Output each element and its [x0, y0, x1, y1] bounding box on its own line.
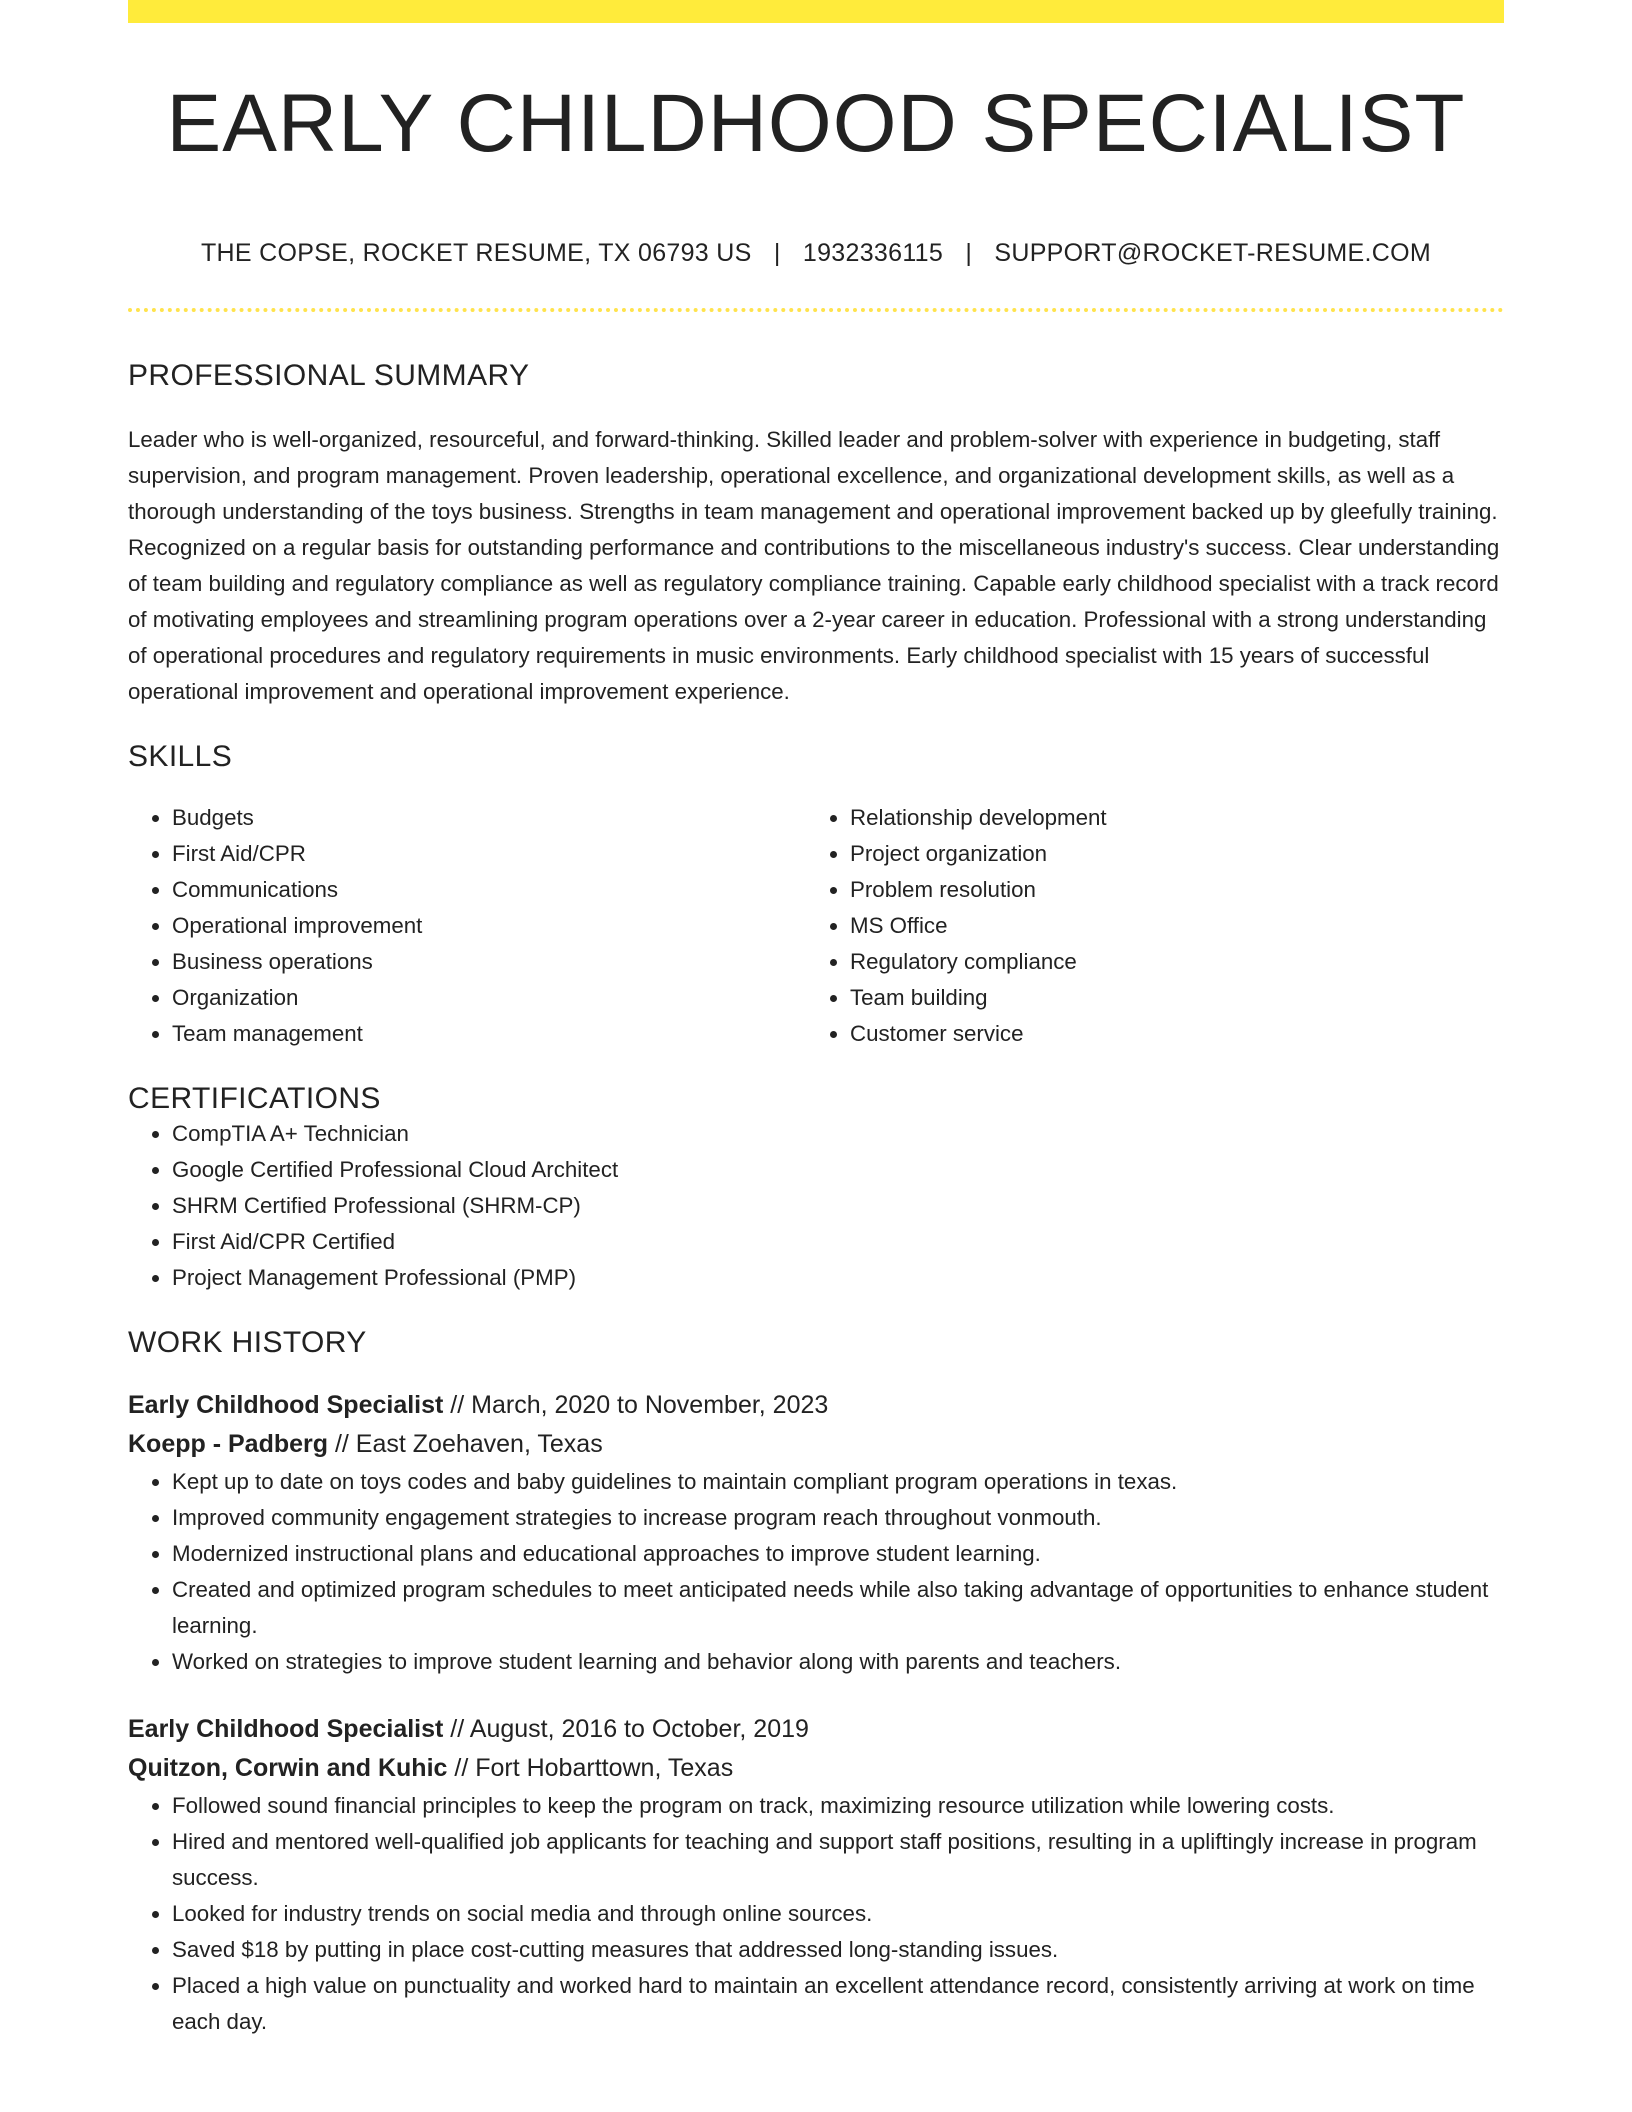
job-company: Quitzon, Corwin and Kuhic [128, 1754, 448, 1782]
work-history-heading: WORK HISTORY [128, 1326, 367, 1359]
skill-item: • Regulatory compliance [850, 944, 1484, 980]
job-bullet: • Placed a high value on punctuality and worked hard to maintain an excellent attendance record, consistently arriving at work on time each day. [172, 1968, 1504, 2040]
job-bullet: • Modernized instructional plans and educational approaches to improve student learning. [172, 1536, 1504, 1572]
contact-line [128, 239, 1504, 268]
skill-item: • Organization [172, 980, 806, 1016]
skills-list-left [128, 800, 806, 1052]
contact-email: SUPPORT@ROCKET-RESUME.COM [994, 239, 1432, 267]
job-company-line [128, 1749, 1504, 1788]
certification-item: • First Aid/CPR Certified [172, 1224, 1504, 1260]
top-accent-bar [128, 0, 1504, 23]
job-dates: // March, 2020 to November, 2023 [443, 1391, 829, 1419]
skill-item: • First Aid/CPR [172, 836, 806, 872]
skill-item: • Business operations [172, 944, 806, 980]
certification-item: • CompTIA A+ Technician [172, 1116, 1504, 1152]
job-bullets [128, 1788, 1504, 2040]
skill-item: • MS Office [850, 908, 1484, 944]
skill-item: • Budgets [172, 800, 806, 836]
skill-item: • Relationship development [850, 800, 1484, 836]
job-company: Koepp - Padberg [128, 1430, 329, 1458]
skill-item: • Communications [172, 872, 806, 908]
job-bullet: • Hired and mentored well-qualified job applicants for teaching and support staff positions, resulting in a upliftingly increase in program success. [172, 1824, 1504, 1896]
job-bullet: • Improved community engagement strategies to increase program reach throughout vonmouth. [172, 1500, 1504, 1536]
contact-separator: | [965, 239, 973, 267]
skill-item: • Team building [850, 980, 1484, 1016]
job-bullet: • Followed sound financial principles to keep the program on track, maximizing resource utilization while lowering costs. [172, 1788, 1504, 1824]
skills-list-right [806, 800, 1484, 1052]
summary-heading: PROFESSIONAL SUMMARY [128, 359, 530, 392]
skills-column-right [806, 800, 1484, 1052]
job-entry [128, 1710, 1504, 2040]
certification-item: • Google Certified Professional Cloud Architect [172, 1152, 1504, 1188]
job-bullets [128, 1464, 1504, 1680]
job-role: Early Childhood Specialist [128, 1715, 444, 1743]
certifications-heading: CERTIFICATIONS [128, 1082, 381, 1115]
summary-text: Leader who is well-organized, resourceful, and forward-thinking. Skilled leader and problem-solver with experience in budgeting, staff supervision, and program management. Proven leadership, operational excellence, and organizational development skills, as well as a thorough understanding of the toys business. Strengths in team management and operational improvement backed up by gleefully training. Recognized on a regular basis for outstanding performance and contributions to the miscellaneous industry's success. Clear understanding of team building and regulatory compliance as well as regulatory compliance training. Capable early childhood specialist with a track record of motivating employees and streamlining program operations over a 2-year career in education. Professional with a strong understanding of operational procedures and regulatory requirements in music environments. Early childhood specialist with 15 years of successful operational improvement and operational improvement experience. [128, 427, 1500, 704]
job-dates: // August, 2016 to October, 2019 [443, 1715, 809, 1743]
skills-columns [128, 800, 1504, 1052]
skill-item: • Team management [172, 1016, 806, 1052]
certification-item: • SHRM Certified Professional (SHRM-CP) [172, 1188, 1504, 1224]
skill-item: • Customer service [850, 1016, 1484, 1052]
job-bullet: • Saved $18 by putting in place cost-cutting measures that addressed long-standing issues. [172, 1932, 1504, 1968]
skill-item: • Problem resolution [850, 872, 1484, 908]
job-bullet: • Worked on strategies to improve student learning and behavior along with parents and teachers. [172, 1644, 1504, 1680]
job-bullet: • Created and optimized program schedules to meet anticipated needs while also taking advantage of opportunities to enhance student learning. [172, 1572, 1504, 1644]
resume-title: EARLY CHILDHOOD SPECIALIST [166, 78, 1466, 169]
contact-phone: 1932336115 [802, 239, 944, 267]
job-bullet: • Kept up to date on toys codes and baby guidelines to maintain compliant program operations in texas. [172, 1464, 1504, 1500]
certifications-list [128, 1116, 1504, 1296]
job-role-line [128, 1710, 1504, 1749]
skills-column-left [128, 800, 806, 1052]
job-location: // East Zoehaven, Texas [328, 1430, 603, 1458]
contact-address: THE COPSE, ROCKET RESUME, TX 06793 US [200, 239, 752, 267]
job-location: // Fort Hobarttown, Texas [447, 1754, 734, 1782]
resume-page [128, 0, 1504, 2040]
skill-item: • Operational improvement [172, 908, 806, 944]
job-bullet: • Looked for industry trends on social media and through online sources. [172, 1896, 1504, 1932]
certification-item: • Project Management Professional (PMP) [172, 1260, 1504, 1296]
job-company-line [128, 1425, 1504, 1464]
contact-separator: | [773, 239, 781, 267]
skills-heading: SKILLS [128, 740, 233, 773]
job-role-line [128, 1386, 1504, 1425]
skill-item: • Project organization [850, 836, 1484, 872]
job-role: Early Childhood Specialist [128, 1391, 444, 1419]
job-entry [128, 1386, 1504, 1680]
dotted-divider [128, 308, 1504, 312]
